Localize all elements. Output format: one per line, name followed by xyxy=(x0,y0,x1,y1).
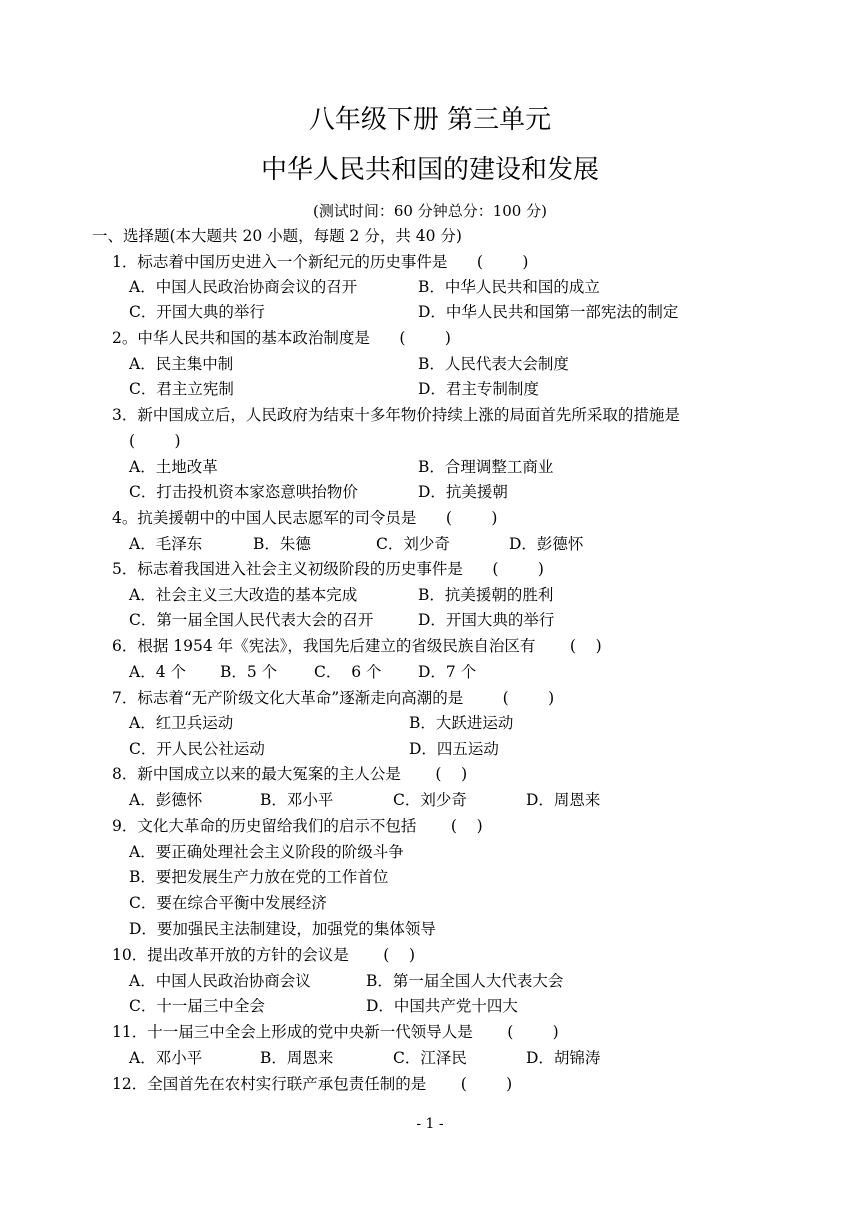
page-number: - 1 - xyxy=(416,1116,444,1132)
question-3-stem: 3．新中国成立后，人民政府为结束十多年物价持续上涨的局面首先所采取的措施是 xyxy=(112,406,680,424)
question-8-option-d: D．周恩来 xyxy=(526,791,601,809)
question-7-option-d: D．四五运动 xyxy=(409,740,499,758)
question-10-option-a: A．中国人民政治协商会议 xyxy=(129,972,311,990)
question-4-option-a: A．毛泽东 xyxy=(129,535,203,553)
question-7-stem: 7．标志着“无产阶级文化大革命”逐渐走向高潮的是 ( ) xyxy=(112,689,555,707)
question-2-option-d: D．君主专制制度 xyxy=(418,380,539,398)
question-9-stem: 9．文化大革命的历史留给我们的启示不包括 ( ) xyxy=(112,817,483,835)
question-5-option-c: C．第一届全国人民代表大会的召开 xyxy=(129,611,374,629)
question-5-stem: 5．标志着我国进入社会主义初级阶段的历史事件是 ( ) xyxy=(112,560,544,578)
question-1-option-c: C．开国大典的举行 xyxy=(129,303,265,321)
question-3-answer-bracket: ( ) xyxy=(129,432,181,450)
question-6-option-a: A．4 个 xyxy=(129,663,186,681)
question-3-option-a: A．土地改革 xyxy=(129,458,218,476)
question-7-option-c: C．开人民公社运动 xyxy=(129,740,265,758)
question-4-stem: 4。抗美援朝中的中国人民志愿军的司令员是 ( ) xyxy=(112,509,498,527)
page-title: 八年级下册 第三单元 xyxy=(308,105,552,135)
question-1-option-a: A．中国人民政治协商会议的召开 xyxy=(129,278,358,296)
question-10-option-d: D．中国共产党十四大 xyxy=(366,997,518,1015)
question-10-option-b: B．第一届全国人大代表大会 xyxy=(366,972,564,990)
question-8-option-a: A．彭德怀 xyxy=(129,791,203,809)
question-2-option-b: B．人民代表大会制度 xyxy=(418,355,569,373)
question-7-option-a: A．红卫兵运动 xyxy=(129,714,234,732)
question-3-option-c: C．打击投机资本家恣意哄抬物价 xyxy=(129,483,358,501)
question-12-stem: 12．全国首先在农村实行联产承包责任制的是 ( ) xyxy=(112,1075,513,1093)
question-3-option-b: B．合理调整工商业 xyxy=(418,458,554,476)
question-1-stem: 1．标志着中国历史进入一个新纪元的历史事件是 ( ) xyxy=(112,253,529,271)
question-11-option-b: B．周恩来 xyxy=(260,1049,334,1067)
page-subtitle-title: 中华人民共和国的建设和发展 xyxy=(260,155,599,185)
question-7-option-b: B．大跃进运动 xyxy=(409,714,514,732)
question-10-option-c: C．十一届三中全会 xyxy=(129,997,265,1015)
question-11-option-a: A．邓小平 xyxy=(129,1049,203,1067)
question-11-option-c: C．江泽民 xyxy=(393,1049,467,1067)
question-6-option-d: D．7 个 xyxy=(418,663,477,681)
question-2-stem: 2。中华人民共和国的基本政治制度是 ( ) xyxy=(112,329,451,347)
question-6-option-c: C． 6 个 xyxy=(314,663,382,681)
question-11-option-d: D．胡锦涛 xyxy=(526,1049,601,1067)
question-9-option-b: B．要把发展生产力放在党的工作首位 xyxy=(129,868,389,886)
question-9-option-d: D．要加强民主法制建设，加强党的集体领导 xyxy=(129,920,436,938)
question-11-stem: 11．十一届三中全会上形成的党中央新一代领导人是 ( ) xyxy=(112,1023,559,1041)
question-1-option-d: D．中华人民共和国第一部宪法的制定 xyxy=(418,303,679,321)
question-10-stem: 10．提出改革开放的方针的会议是 ( ) xyxy=(112,946,416,964)
question-4-option-c: C．刘少奇 xyxy=(376,535,450,553)
question-6-option-b: B．5 个 xyxy=(220,663,278,681)
question-5-option-b: B．抗美援朝的胜利 xyxy=(418,586,554,604)
question-2-option-c: C．君主立宪制 xyxy=(129,380,234,398)
question-2-option-a: A．民主集中制 xyxy=(129,355,234,373)
question-1-option-b: B．中华人民共和国的成立 xyxy=(418,278,600,296)
question-4-option-d: D．彭德怀 xyxy=(509,535,584,553)
question-4-option-b: B．朱德 xyxy=(253,535,311,553)
question-6-stem: 6．根据 1954 年《宪法》，我国先后建立的省级民族自治区有 ( ) xyxy=(112,637,602,655)
question-5-option-a: A．社会主义三大改造的基本完成 xyxy=(129,586,358,604)
question-8-option-c: C．刘少奇 xyxy=(393,791,467,809)
question-9-option-a: A．要正确处理社会主义阶段的阶级斗争 xyxy=(129,843,404,861)
test-info: (测试时间：60 分钟总分：100 分) xyxy=(313,202,547,220)
question-8-option-b: B．邓小平 xyxy=(260,791,334,809)
question-3-option-d: D．抗美援朝 xyxy=(418,483,508,501)
question-8-stem: 8．新中国成立以来的最大冤案的主人公是 ( ) xyxy=(112,765,468,783)
section-heading: 一、选择题(本大题共 20 小题，每题 2 分，共 40 分) xyxy=(92,227,462,245)
question-5-option-d: D．开国大典的举行 xyxy=(418,611,555,629)
question-9-option-c: C．要在综合平衡中发展经济 xyxy=(129,894,327,912)
